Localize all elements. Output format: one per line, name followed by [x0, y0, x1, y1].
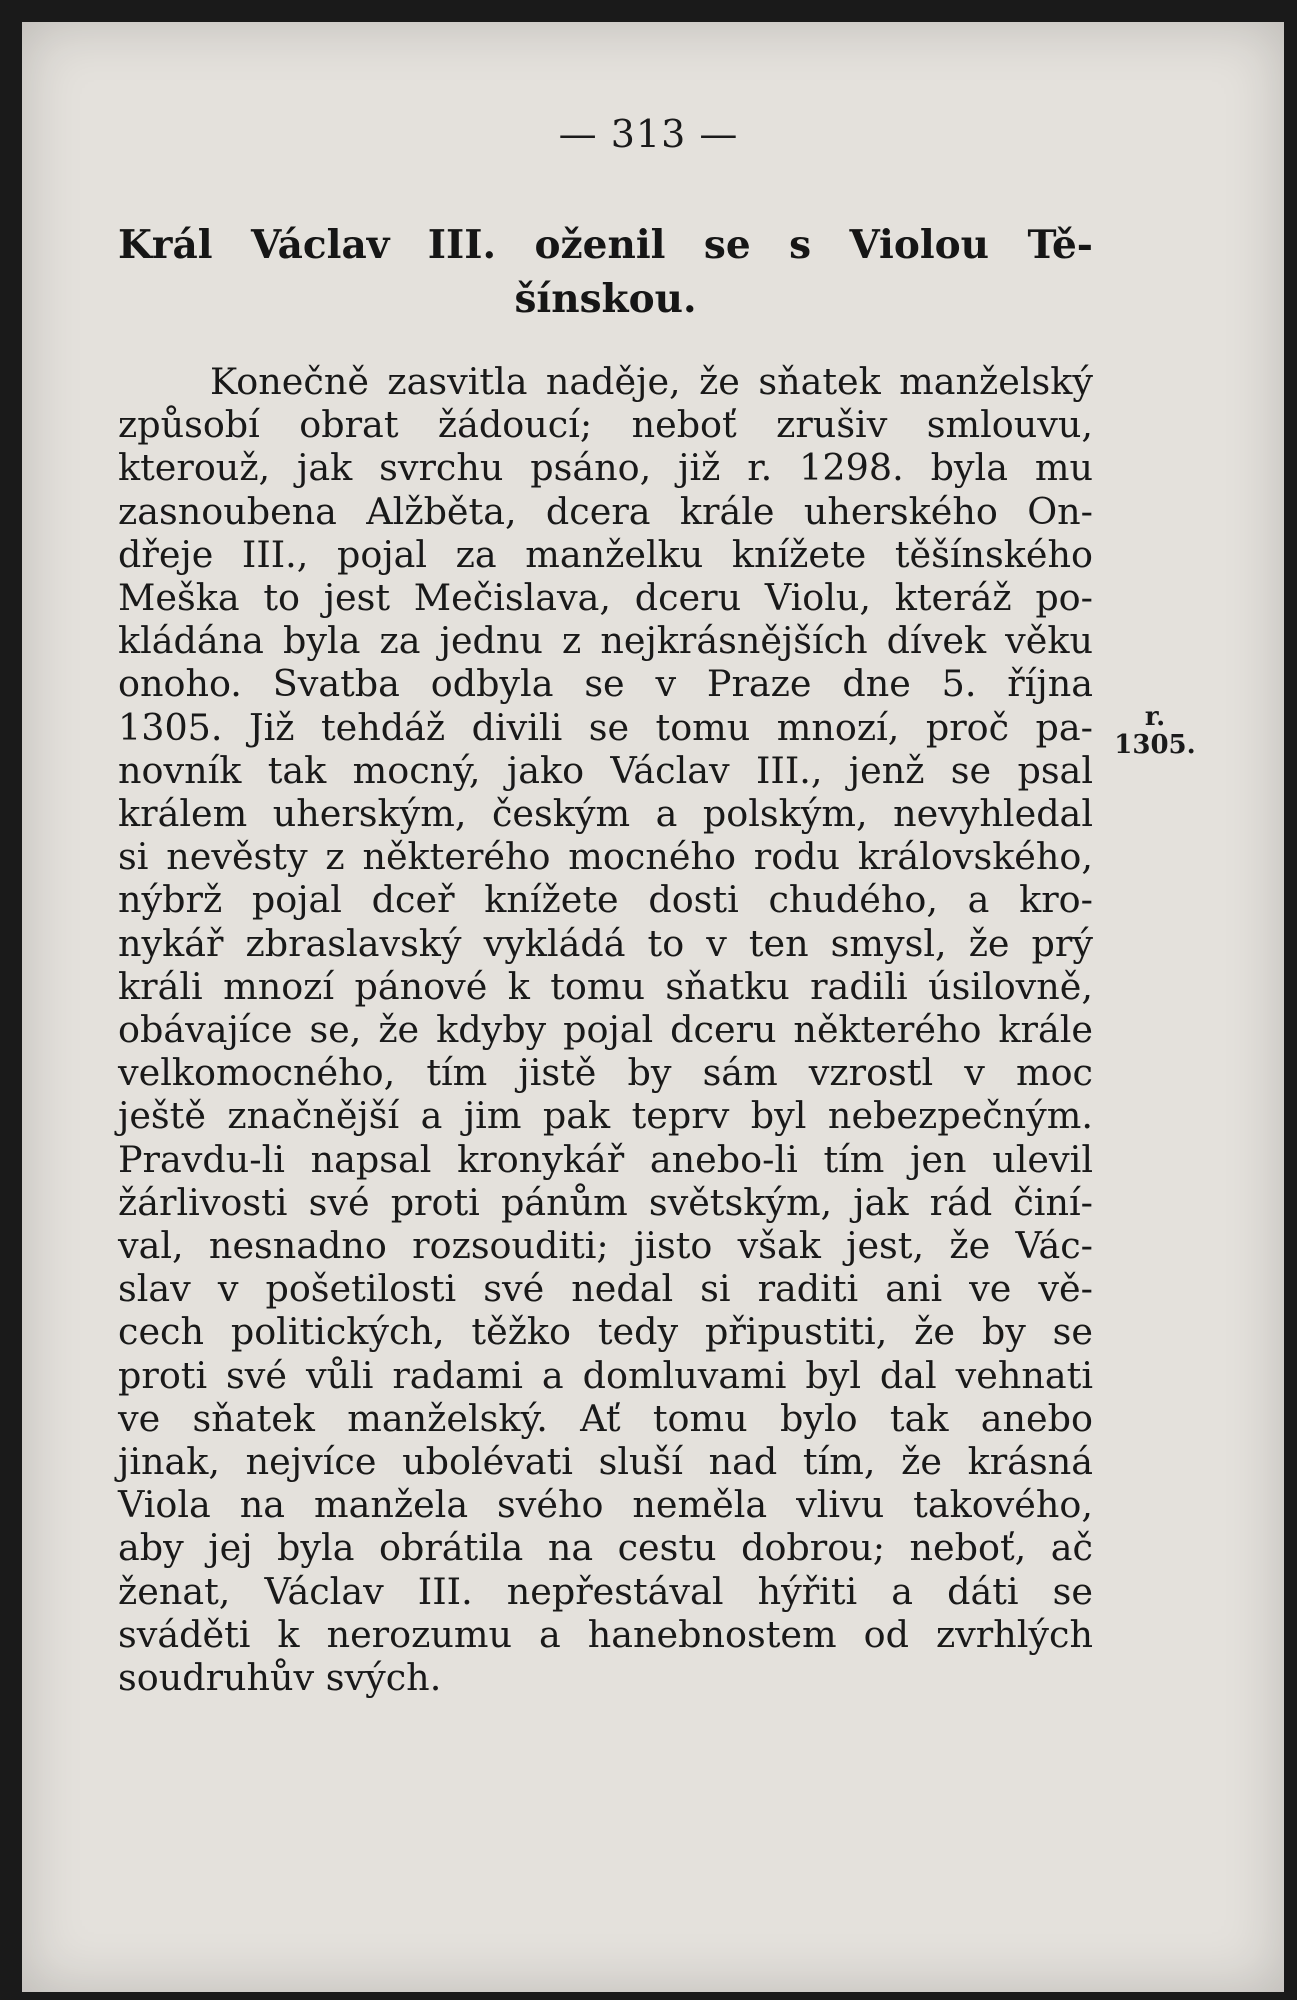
text-line: si nevěsty z některého mocného rodu královského,: [118, 835, 1093, 879]
text-line: sváděti k nerozumu a hanebnostem od zvrhlých: [118, 1612, 1093, 1656]
body-text: [118, 360, 1093, 1699]
text-line: nýbrž pojal dceř knížete dosti chudého, a kro-: [118, 878, 1093, 922]
text-line: Meška to jest Mečislava, dceru Violu, kteráž po-: [118, 576, 1093, 620]
chapter-heading: [118, 218, 1093, 326]
text-line: kterouž, jak svrchu psáno, již r. 1298. byla mu: [118, 446, 1093, 490]
text-line: Pravdu-li napsal kronykář anebo-li tím jen ulevil: [118, 1137, 1093, 1181]
heading-line-1: Král Václav III. oženil se s Violou Tě-: [118, 222, 1093, 268]
margin-note-year: [1110, 703, 1200, 759]
text-line: nykář zbraslavský vykládá to v ten smysl, že prý: [118, 921, 1093, 965]
text-line: onoho. Svatba odbyla se v Praze dne 5. října: [118, 662, 1093, 706]
text-line: králem uherským, českým a polským, nevyhledal: [118, 792, 1093, 836]
text-line: cech politických, těžko tedy připustiti, že by se: [118, 1310, 1093, 1354]
text-line: kládána byla za jednu z nejkrásnějších dívek věku: [118, 619, 1093, 663]
text-line: obávajíce se, že kdyby pojal dceru některého krále: [118, 1008, 1093, 1052]
text-line: ženat, Václav III. nepřestával hýřiti a dáti se: [118, 1569, 1093, 1613]
text-line: proti své vůli radami a domluvami byl dal vehnati: [118, 1353, 1093, 1397]
text-line: dřeje III., pojal za manželku knížete těšínského: [118, 532, 1093, 576]
text-line: aby jej byla obrátila na cestu dobrou; neboť, ač: [118, 1526, 1093, 1570]
text-line: soudruhův svých.: [118, 1656, 442, 1700]
text-line: způsobí obrat žádoucí; neboť zrušiv smlouvu,: [118, 403, 1093, 447]
text-line: žárlivosti své proti pánům světským, jak rád činí-: [118, 1180, 1093, 1224]
text-line: novník tak mocný, jako Václav III., jenž se psal: [118, 748, 1093, 792]
text-line: králi mnozí pánové k tomu sňatku radili úsilovně,: [118, 964, 1093, 1008]
text-line: ještě značnější a jim pak teprv byl nebezpečným.: [118, 1094, 1093, 1138]
text-line: velkomocného, tím jistě by sám vzrostl v moc: [118, 1051, 1093, 1095]
page-number: — 313 —: [558, 112, 739, 156]
text-line: Viola na manžela svého neměla vlivu takového,: [118, 1483, 1093, 1527]
text-line: ve sňatek manželský. Ať tomu bylo tak anebo: [118, 1396, 1093, 1440]
margin-note-value: 1305.: [1114, 730, 1196, 760]
text-line: val, nesnadno rozsouditi; jisto však jest, že Vác-: [118, 1224, 1093, 1268]
text-line: Konečně zasvitla naděje, že sňatek manželský: [210, 360, 1093, 403]
text-line: jinak, nejvíce ubolévati sluší nad tím, že krásná: [118, 1440, 1093, 1484]
text-line: 1305. Již tehdáž divili se tomu mnozí, proč pa-: [118, 705, 1093, 749]
text-line: slav v pošetilosti své nedal si raditi ani ve vě-: [118, 1267, 1093, 1311]
margin-note-label: r.: [1144, 702, 1166, 732]
heading-line-2: šínskou.: [514, 276, 697, 322]
text-line: zasnoubena Alžběta, dcera krále uherského On-: [118, 489, 1093, 533]
